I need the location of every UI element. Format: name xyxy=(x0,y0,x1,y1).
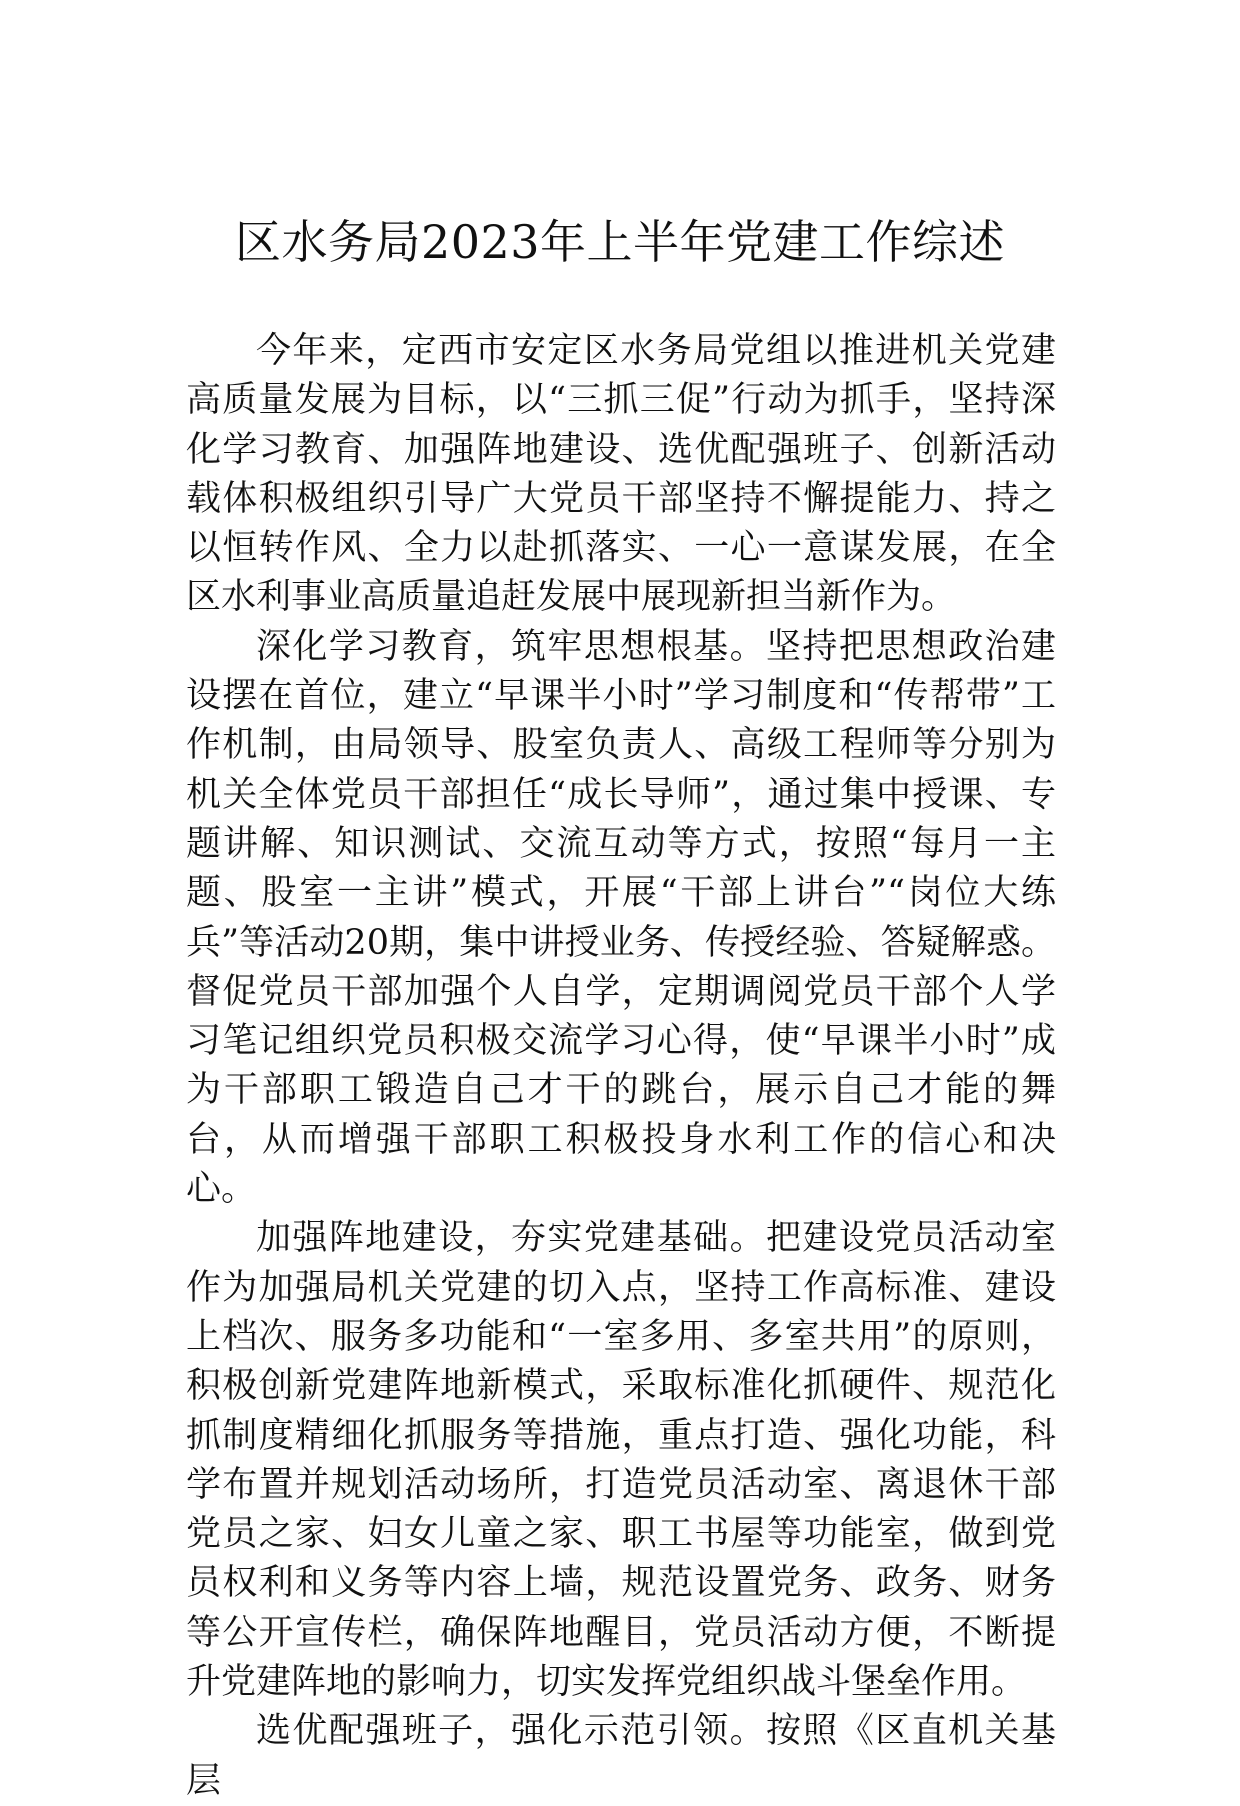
paragraph-position-building: 加强阵地建设，夯实党建基础。把建设党员活动室作为加强局机关党建的切入点，坚持工作高标准、建设上档次、服务多功能和“一室多用、多室共用”的原则，积极创新党建阵地新模式，采取标准化抓硬件、规范化抓制度精细化抓服务等措施，重点打造、强化功能，科学布置并规划活动场所，打造党员活动室、离退休干部党员之家、妇女儿童之家、职工书屋等功能室，做到党员权利和义务等内容上墙，规范设置党务、政务、财务等公开宣传栏，确保阵地醒目，党员活动方便，不断提升党建阵地的影响力，切实发挥党组织战斗堡垒作用。 xyxy=(186,1218,1056,1703)
paragraph-study-education: 深化学习教育，筑牢思想根基。坚持把思想政治建设摆在首位，建立“早课半小时”学习制度和“传帮带”工作机制，由局领导、股室负责人、高级工程师等分别为机关全体党员干部担任“成长导师”，通过集中授课、专题讲解、知识测试、交流互动等方式，按照“每月一主题、股室一主讲”模式，开展“干部上讲台”“岗位大练兵”等活动20期，集中讲授业务、传授经验、答疑解惑。督促党员干部加强个人自学，定期调阅党员干部个人学习笔记组织党员积极交流学习心得，使“早课半小时”成为干部职工锻造自己才干的跳台，展示自己才能的舞台，从而增强干部职工积极投身水利工作的信心和决心。 xyxy=(186,626,1056,1210)
paragraph-intro: 今年来，定西市安定区水务局党组以推进机关党建高质量发展为目标，以“三抓三促”行动为抓手，坚持深化学习教育、加强阵地建设、选优配强班子、创新活动载体积极组织引导广大党员干部坚持不懈提能力、持之以恒转作风、全力以赴抓落实、一心一意谋发展，在全区水利事业高质量追赶发展中展现新担当新作为。 xyxy=(186,331,1056,618)
paragraph-team-building: 选优配强班子，强化示范引领。按照《区直机关基层 xyxy=(186,1711,1056,1801)
document-body xyxy=(186,327,1056,1806)
document-title: 区水务局2023年上半年党建工作综述 xyxy=(234,215,1006,269)
